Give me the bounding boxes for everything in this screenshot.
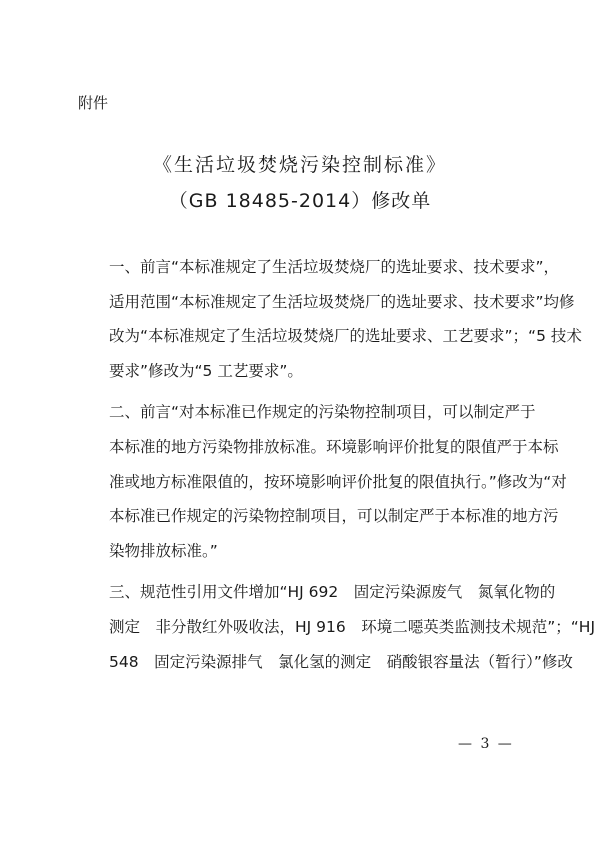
paragraph-line: 本标准的地方污染物排放标准。环境影响评价批复的限值严于本标 [109, 437, 559, 456]
paragraph-2 [78, 395, 567, 568]
paragraph-line: 准或地方标准限值的，按环境影响评价批复的限值执行。”修改为“对 [109, 472, 567, 491]
paragraph-line: 一、前言“本标准规定了生活垃圾焚烧厂的选址要求、技术要求”， [109, 258, 560, 276]
paragraph-line: 染物排放标准。” [109, 541, 218, 560]
paragraph-line: 要求”修改为“5 工艺要求”。 [109, 361, 303, 380]
paragraph-line: 三、规范性引用文件增加“HJ 692 固定污染源废气 氮氧化物的 [109, 583, 556, 602]
page-number: — 3 — [458, 736, 514, 752]
paragraph-line: 适用范围“本标准规定了生活垃圾焚烧厂的选址要求、技术要求”均修 [109, 292, 575, 311]
paragraph-line: 548 固定污染源排气 氯化氢的测定 硝酸银容量法（暂行）”修改 [109, 652, 573, 671]
document-body [78, 250, 596, 686]
paragraph-3 [78, 575, 596, 679]
paragraph-line: 本标准已作规定的污染物控制项目，可以制定严于本标准的地方污 [109, 507, 559, 526]
document-title: 《生活垃圾焚烧污染控制标准》 [152, 154, 447, 176]
document-subtitle: （GB 18485-2014）修改单 [168, 190, 432, 212]
paragraph-1 [78, 250, 582, 388]
paragraph-line: 二、前言“对本标准已作规定的污染物控制项目，可以制定严于 [109, 403, 536, 422]
paragraph-line: 测定 非分散红外吸收法，HJ 916 环境二噁英类监测技术规范”；“HJ [109, 617, 596, 636]
attachment-label: 附件 [78, 94, 109, 112]
paragraph-line: 改为“本标准规定了生活垃圾焚烧厂的选址要求、工艺要求”；“5 技术 [109, 327, 582, 346]
